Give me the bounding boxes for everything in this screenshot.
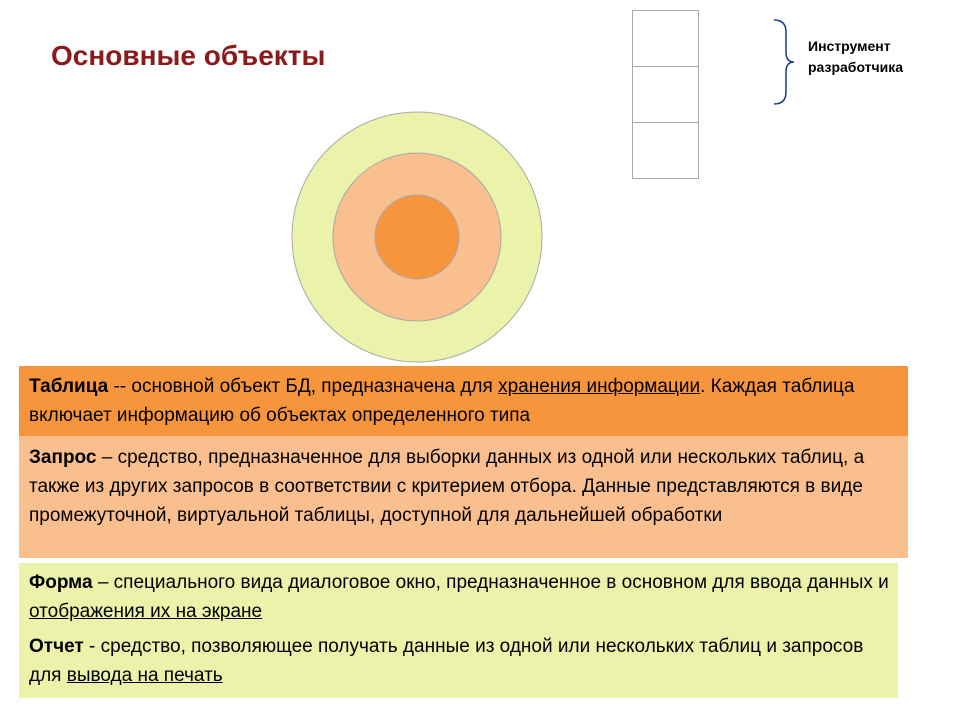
table-text-before: -- основной объект БД, предназначена для [108,376,499,397]
developer-tool-stack [632,10,699,179]
form-text-before: – специального вида диалоговое окно, предназначенное в основном для ввода данных и [92,572,889,593]
concentric-rings-diagram [291,111,543,363]
report-print-link[interactable]: вывода на печать [66,665,223,686]
form-display-link[interactable]: отображения их на экране [29,601,263,622]
curly-brace-icon [770,18,796,106]
tool-box-bottom [632,123,699,179]
table-term: Таблица [29,376,109,397]
table-description-box [19,366,908,436]
table-text-after: . Каждая таблица включает информацию об объектах определенного типа [29,376,855,426]
report-term: Отчет [29,636,84,657]
query-description-box [19,436,908,558]
table-storage-link[interactable]: хранения информации [498,376,701,397]
inner-ring [375,195,459,279]
query-text: – средство, предназначенное для выборки данных из одной или нескольких таблиц, а также из других запросов в соответствии с критерием отбора. Данные представляются в виде промежуточной, виртуальной таблицы, доступной для дальнейшей обработки [29,447,865,526]
report-text-before: - средство, позволяющее получать данные из одной или нескольких таблиц и запросов для [29,636,864,686]
developer-tool-label: Инструмент разработчика [808,38,904,75]
page-title: Основные объекты [51,40,326,71]
form-report-description-box [19,563,898,698]
query-term: Запрос [29,447,97,468]
report-paragraph [29,632,898,690]
form-paragraph [29,572,889,622]
tool-box-middle [632,67,699,123]
form-term: Форма [29,572,93,593]
tool-box-top [632,10,699,67]
